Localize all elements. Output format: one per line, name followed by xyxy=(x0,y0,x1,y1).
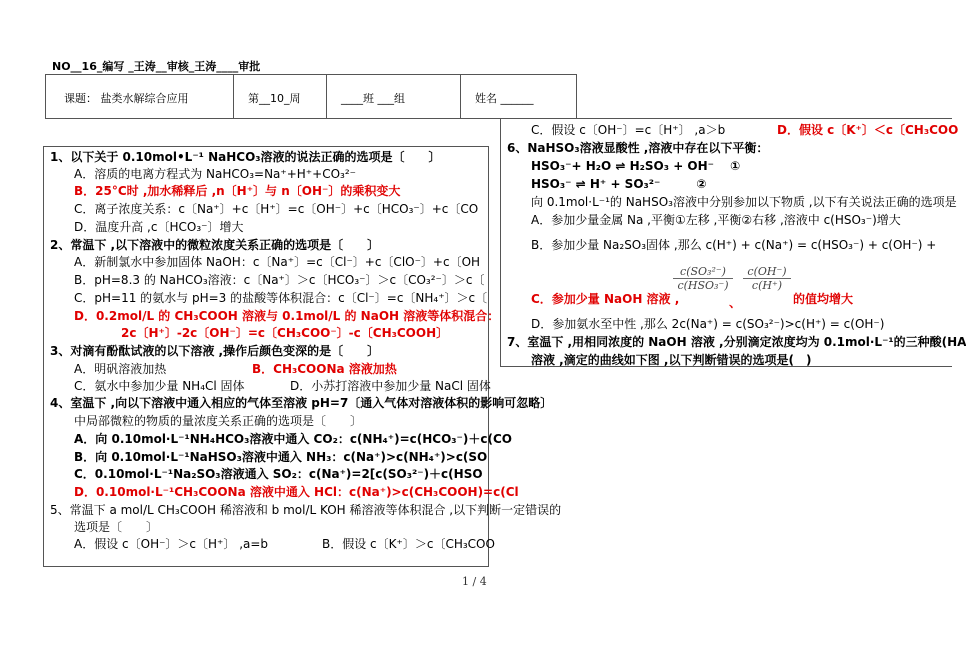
q1-option-a: A．溶质的电离方程式为 NaHCO₃=Na⁺+H⁺+CO₃²⁻ xyxy=(74,167,356,181)
q5-option-b: B．假设 c〔K⁺〕＞c〔CH₃COO xyxy=(322,537,495,551)
left-content xyxy=(44,146,562,566)
q6-option-c-suffix: 的值均增大 xyxy=(793,292,854,306)
header-cell-class xyxy=(327,75,461,119)
q5-option-a: A．假设 c〔OH⁻〕＞c〔H⁺〕 ,a=b xyxy=(74,537,269,551)
q5-option-d: D．假设 c〔K⁺〕＜c〔CH₃COO xyxy=(777,123,959,137)
page-number: 1 / 4 xyxy=(462,575,487,588)
q5-stem-cont: 选项是〔 〕 xyxy=(74,520,159,534)
class-label: ____班 ___组 xyxy=(341,92,405,105)
q6-equilibrium-2: HSO₃⁻ ⇌ H⁺ + SO₃²⁻ ② xyxy=(531,177,707,191)
q7-stem-cont: 溶液 ,滴定的曲线如下图 ,以下判断错误的选项是( ) xyxy=(531,353,812,367)
q6-intro: 向 0.1mol·L⁻¹的 NaHSO₃溶液中分别参加以下物质 ,以下有关说法正确的选项是 xyxy=(531,195,957,209)
q4-option-b: B．向 0.10mol·L⁻¹NaHSO₃溶液中通入 NH₃：c(Na⁺)>c(NH₄⁺)>c(SO xyxy=(74,450,488,464)
q1-option-d: D．温度升高 ,c〔HCO₃⁻〕增大 xyxy=(74,220,244,234)
q2-option-b: B．pH=8.3 的 NaHCO₃溶液：c〔Na⁺〕＞c〔HCO₃⁻〕＞c〔CO₃²⁻〕＞c〔 xyxy=(74,273,485,287)
fraction-1-denominator: c(HSO₃⁻) xyxy=(677,279,729,292)
q5-stem: 5、常温下 a mol/L CH₃COOH 稀溶液和 b mol/L KOH 稀溶液等体积混合 ,以下判断一定错误的 xyxy=(50,503,562,517)
fraction-2-numerator: c(OH⁻) xyxy=(743,265,791,279)
q6-option-c-separator: 、 xyxy=(729,296,742,310)
q2-option-a: A．新制氯水中参加固体 NaOH：c〔Na⁺〕=c〔Cl⁻〕+c〔ClO⁻〕+c〔OH xyxy=(74,255,481,269)
q3-option-d: D．小苏打溶液中参加少量 NaCl 固体 xyxy=(290,379,491,393)
q6-stem: 6、NaHSO₃溶液显酸性 ,溶液中存在以下平衡： xyxy=(507,141,769,155)
name-label: 姓名 ______ xyxy=(475,92,534,105)
fraction-1-numerator: c(SO₃²⁻) xyxy=(673,265,733,279)
q4-option-d: D．0.10mol·L⁻¹CH₃COONa 溶液中通入 HCl：c(Na⁺)>c(CH₃COOH)=c(Cl xyxy=(74,485,519,499)
header-top-line: NO__16_编写 _王涛__审核_王涛____审批 xyxy=(52,60,261,73)
q6-option-c: C．参加少量 NaOH 溶液 , xyxy=(531,292,680,306)
q4-option-c: C．0.10mol·L⁻¹Na₂SO₃溶液通入 SO₂：c(Na⁺)=2[c(SO₃²⁻)＋c(HSO xyxy=(74,467,483,481)
q3-option-b: B．CH₃COONa 溶液加热 xyxy=(252,362,397,376)
q1-stem: 1、以下关于 0.10mol•L⁻¹ NaHCO₃溶液的说法正确的选项是〔 〕 xyxy=(50,150,441,164)
header-table xyxy=(45,74,577,119)
q2-option-d-equation: 2c〔H⁺〕-2c〔OH⁻〕=c〔CH₃COO⁻〕-c〔CH₃COOH〕 xyxy=(121,326,449,340)
header-cell-topic xyxy=(46,75,234,119)
q6-option-a: A．参加少量金属 Na ,平衡①左移 ,平衡②右移 ,溶液中 c(HSO₃⁻)增大 xyxy=(531,213,901,227)
q2-option-c: C．pH=11 的氨水与 pH=3 的盐酸等体积混合：c〔Cl⁻〕=c〔NH₄⁺〕＞c〔 xyxy=(74,291,488,305)
topic-label: 课题： 盐类水解综合应用 xyxy=(64,92,189,105)
q6-option-d: D．参加氨水至中性 ,那么 2c(Na⁺) = c(SO₃²⁻)>c(H⁺) = c(OH⁻) xyxy=(531,317,885,331)
fraction-oh-h xyxy=(743,265,791,292)
q6-option-b: B．参加少量 Na₂SO₃固体 ,那么 c(H⁺) + c(Na⁺) = c(HSO₃⁻) + c(OH⁻) + xyxy=(531,238,937,252)
q1-option-b: B．25°C时 ,加水稀释后 ,n〔H⁺〕与 n〔OH⁻〕的乘积变大 xyxy=(74,184,401,198)
q6-equilibrium-1: HSO₃⁻+ H₂O ⇌ H₂SO₃ + OH⁻ ① xyxy=(531,159,741,173)
q2-option-d: D．0.2mol/L 的 CH₃COOH 溶液与 0.1mol/L 的 NaOH 溶液等体积混合： xyxy=(74,309,500,323)
header-cell-week xyxy=(234,75,327,119)
fraction-so3-hso3 xyxy=(673,265,733,292)
q4-stem-cont: 中局部微粒的物质的量浓度关系正确的选项是〔 〕 xyxy=(74,414,363,428)
q4-option-a: A．向 0.10mol·L⁻¹NH₄HCO₃溶液中通入 CO₂：c(NH₄⁺)=c(HCO₃⁻)＋c(CO xyxy=(74,432,512,446)
q5-option-c: C．假设 c〔OH⁻〕=c〔H⁺〕 ,a＞b xyxy=(531,123,726,137)
q2-stem: 2、常温下 ,以下溶液中的微粒浓度关系正确的选项是〔 〕 xyxy=(50,238,380,252)
q4-stem: 4、室温下 ,向以下溶液中通入相应的气体至溶液 pH=7〔通入气体对溶液体积的影响可忽略〕 xyxy=(50,396,553,410)
q1-option-c: C．离子浓度关系：c〔Na⁺〕+c〔H⁺〕=c〔OH⁻〕+c〔HCO₃⁻〕+c〔CO xyxy=(74,202,479,216)
q3-stem: 3、对滴有酚酞试液的以下溶液 ,操作后颜色变深的是〔 〕 xyxy=(50,344,380,358)
fraction-2-denominator: c(H⁺) xyxy=(751,279,783,292)
q3-option-a: A．明矾溶液加热 xyxy=(74,362,167,376)
week-label: 第__10_周 xyxy=(248,92,301,105)
q7-stem: 7、室温下 ,用相同浓度的 NaOH 溶液 ,分别滴定浓度均为 0.1mol·L⁻¹的三种酸(HA xyxy=(507,335,966,349)
right-content xyxy=(501,118,966,367)
q3-option-c: C．氨水中参加少量 NH₄Cl 固体 xyxy=(74,379,245,393)
